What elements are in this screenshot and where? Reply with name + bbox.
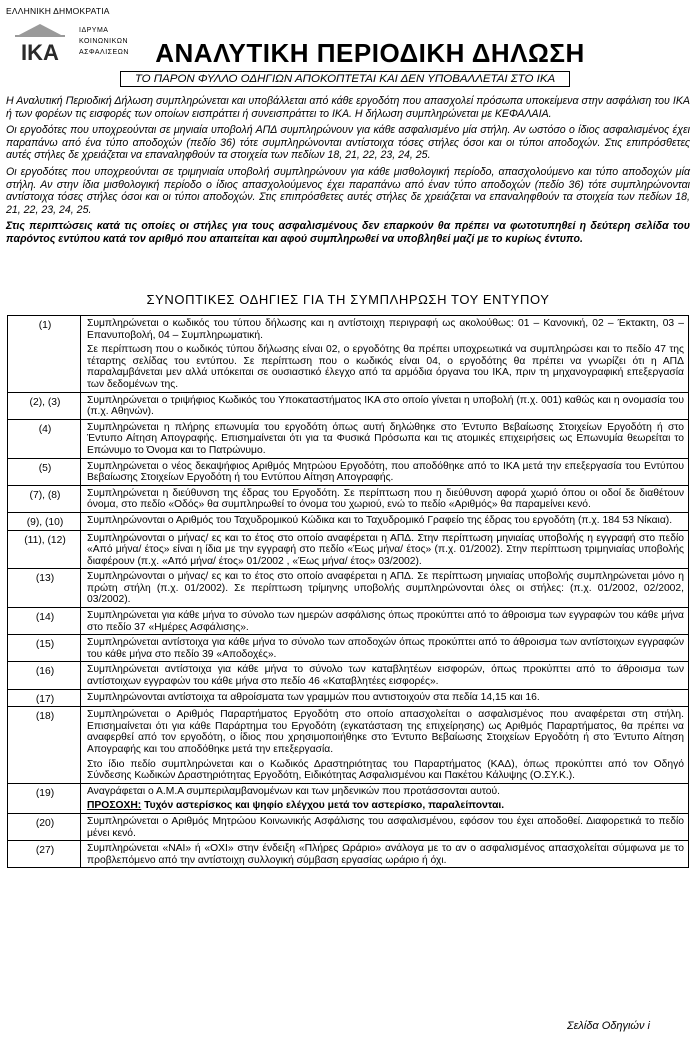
intro-text xyxy=(6,95,690,250)
instruction-paragraph: Συμπληρώνεται «ΝΑΙ» ή «ΟΧΙ» στην ένδειξη «Πλήρες Ωράριο» ανάλογα με το αν ο ασφαλισμένος απασχολείται σύμφωνα με το προβλεπόμενο από την αντίστοιχη συλλογική σύμβαση εργασίας ωράριο ή όχι. xyxy=(87,843,684,866)
field-code: (19) xyxy=(8,783,81,813)
table-row xyxy=(8,689,689,707)
table-row xyxy=(8,635,689,662)
table-row xyxy=(8,662,689,689)
table-row xyxy=(8,783,689,813)
intro-paragraph-2: Οι εργοδότες που υποχρεούνται σε μηνιαία υποβολή ΑΠΔ συμπληρώνουν για κάθε ασφαλισμένο μία στήλη. Αν ωστόσο ο ίδιος ασφαλισμένος έχει παραπάνω από ένα τύπο αποδοχών (πεδίο 36) τότε συμπληρώνονται αντίστοιχα τόσες στήλες όσοι και οι τύποι αποδοχών. Στις επιπρόσθετες αυτές στήλες δε χρειάζεται να επαναληφθούν τα στοιχεία των πεδίων 18, 21, 22, 23, 24, 25. xyxy=(6,124,690,162)
instruction-paragraph: Αναγράφεται ο Α.Μ.Α συμπεριλαμβανομένων και των μηδενικών που προτάσσονται αυτού. xyxy=(87,785,500,797)
table-row xyxy=(8,530,689,569)
instruction-paragraph: Σε περίπτωση που ο κωδικός τύπου δήλωσης είναι 02, ο εργοδότης θα πρέπει υποχρεωτικά να συμπληρώσει και το πεδίο 47 της τέταρτης σελίδας του εντύπου. Σε περίπτωση που ο κωδικός είναι 04, ο εργοδότης θα πρέπει να γνωρίζει ότι η ΑΠΔ παραλαμβάνεται μεν αλλά υπόκειται σε ουσιαστικό έλεγχο από τα αρμόδια όργανα του ΙΚΑ, πριν τη μηχανογραφική επεξεργασία των δεδομένων της. xyxy=(87,344,684,390)
field-instruction xyxy=(81,569,689,608)
table-row xyxy=(8,813,689,840)
field-code: (18) xyxy=(8,707,81,784)
instruction-paragraph: Συμπληρώνεται ο Αριθμός Μητρώου Κοινωνικής Ασφάλισης του ασφαλισμένου, εφόσον του έχει αποδοθεί. Διαφορετικά το πεδίο μένει κενό. xyxy=(87,815,684,839)
field-code: (11), (12) xyxy=(8,530,81,569)
field-instruction xyxy=(81,458,689,485)
field-instruction xyxy=(81,841,689,868)
instruction-paragraph: Συμπληρώνονται ο μήνας/ ες και το έτος στο οποίο αναφέρεται η ΑΠΔ. Στην περίπτωση μηνιαίας υποβολής η εγγραφή στο πεδίο «Από μήνα/ έτος» είναι η ίδια με την εγγραφή στο πεδίο «Έως μήνα/ έτος» (π.χ. 01/2002). Στην περίπτωση τριμηνιαίας υποβολής διαφέρουν (π.χ. «Από μήνα/ έτος» 01/2002 , «Έως μήνα/ έτος» 03/2002). xyxy=(87,532,684,567)
table-row xyxy=(8,512,689,530)
instruction-paragraph: Συμπληρώνεται για κάθε μήνα το σύνολο των ημερών ασφάλισης όπως προκύπτει από το άθροισμα των εγγραφών του κάθε μήνα στο πεδίο 37 «Ημέρες Ασφάλισης». xyxy=(87,610,684,633)
instruction-paragraph: Συμπληρώνεται η πλήρης επωνυμία του εργοδότη όπως αυτή δηλώθηκε στο Έντυπο Βεβαίωσης Στοιχείων Εργοδότη ή στο Έντυπο Αίτηση Απογραφής. Επισημαίνεται ότι για τα Φυσικά Πρόσωπα και τις ατομικές επιχειρήσεις ως Επωνυμία θεωρείται το Επώνυμο το Όνομα και το Πατρώνυμο. xyxy=(87,421,684,456)
detach-notice: ΤΟ ΠΑΡΟΝ ΦΥΛΛΟ ΟΔΗΓΙΩΝ ΑΠΟΚΟΠΤΕΤΑΙ ΚΑΙ ΔΕΝ ΥΠΟΒΑΛΛΕΤΑΙ ΣΤΟ ΙΚΑ xyxy=(120,71,570,87)
intro-paragraph-3: Οι εργοδότες που υποχρεούνται σε τριμηνιαία υποβολή συμπληρώνουν για κάθε μισθολογική περίοδο, απασχολούμενο και τύπο αποδοχών μία στήλη. Αν στην ίδια μισθολογική περίοδο ο ίδιος απασχολούμενος έχει παραπάνω από έναν τύπο αποδοχών (πεδίο 36) τότε συμπληρώνονται αντίστοιχα τόσες στήλες όσοι και οι τύποι αποδοχών. Στις επιπρόσθετες αυτές στήλες δε χρειάζεται να επαναληφθούν τα στοιχεία των πεδίων 18, 21, 22, 23, 24, 25. xyxy=(6,165,690,216)
field-code: (16) xyxy=(8,662,81,689)
field-instruction xyxy=(81,783,689,813)
instruction-paragraph: Συμπληρώνεται ο νέος δεκαψήφιος Αριθμός Μητρώου Εργοδότη, που αποδόθηκε από το ΙΚΑ μετά την επεξεργασία του Εντύπου Βεβαίωσης Στοιχείων Εργοδότη ή του Εντύπου Αίτηση Απογραφής. xyxy=(87,460,684,484)
warning-text: Τυχόν αστερίσκος και ψηφίο ελέγχου μετά τον αστερίσκο, παραλείπονται. xyxy=(141,800,505,812)
ika-logo xyxy=(9,22,71,62)
instructions-heading: ΣΥΝΟΠΤΙΚΕΣ ΟΔΗΓΙΕΣ ΓΙΑ ΤΗ ΣΥΜΠΛΗΡΩΣΗ ΤΟΥ ΕΝΤΥΠΟΥ xyxy=(146,292,550,307)
table-row xyxy=(8,392,689,419)
instruction-paragraph: Συμπληρώνεται ο κωδικός του τύπου δήλωσης και η αντίστοιχη περιγραφή ως ακολούθως: 01 – Κανονική, 02 – Έκτακτη, 03 – Επανυποβολή, 04 – Συμπληρωματική. xyxy=(87,318,684,341)
table-row xyxy=(8,608,689,635)
instruction-paragraph: Συμπληρώνεται η διεύθυνση της έδρας του Εργοδότη. Σε περίπτωση που η διεύθυνση αφορά χωριό όπου οι οδοί δε διαθέτουν όνομα, στο πεδίο «Οδός» θα συμπληρωθεί το όνομα του χωριού, ενώ το πεδίο «Αριθμός» θα παραμείνει κενό. xyxy=(87,487,684,511)
field-instruction xyxy=(81,689,689,707)
field-instruction xyxy=(81,707,689,784)
field-code: (7), (8) xyxy=(8,485,81,512)
field-code: (5) xyxy=(8,458,81,485)
table-row xyxy=(8,841,689,868)
field-instruction xyxy=(81,485,689,512)
instruction-paragraph: Συμπληρώνεται ο τριψήφιος Κωδικός του Υποκαταστήματος ΙΚΑ στο οποίο γίνεται η υποβολή (π.χ. 001) καθώς και η ονομασία του (π.χ. Αθηνών). xyxy=(87,394,684,418)
instructions-table xyxy=(7,315,689,868)
field-code: (13) xyxy=(8,569,81,608)
field-instruction xyxy=(81,662,689,689)
field-code: (1) xyxy=(8,316,81,393)
field-code: (14) xyxy=(8,608,81,635)
table-row xyxy=(8,316,689,393)
field-code: (17) xyxy=(8,689,81,707)
table-row xyxy=(8,458,689,485)
instruction-paragraph: Συμπληρώνεται ο Αριθμός Παραρτήματος Εργοδότη στο οποίο απασχολείται ο ασφαλισμένος που αναφέρεται στη στήλη. Επισημαίνεται ότι για κάθε Παράρτημα του Εργοδότη (εγκατάσταση της επιχείρησης) ως Αριθμός Παραρτήματος, θα πρέπει να αναφερθεί από τον εργοδότη, ο ίδιος που χρησιμοποιήθηκε στο Έντυπο Βεβαίωσης Στοιχείων Εργοδότη ή στο Έντυπο Αίτηση Απογραφής και του αποδόθηκε μετά την επεξεργασία. xyxy=(87,709,684,755)
field-code: (2), (3) xyxy=(8,392,81,419)
warning-note xyxy=(87,800,684,812)
field-instruction xyxy=(81,316,689,393)
table-row xyxy=(8,419,689,458)
field-instruction xyxy=(81,419,689,458)
page-title: ΑΝΑΛΥΤΙΚΗ ΠΕΡΙΟΔΙΚΗ ΔΗΛΩΣΗ xyxy=(155,38,585,68)
field-instruction xyxy=(81,813,689,840)
intro-paragraph-1: Η Αναλυτική Περιοδική Δήλωση συμπληρώνεται και υποβάλλεται από κάθε εργοδότη που απασχολεί πρόσωπα υποκείμενα στην ασφάλιση του ΙΚΑ ή των φορέων τις εισφορές των οποίων εισπράττει ή συνεισπράττει το ΙΚΑ. Η δήλωση συμπληρώνεται με ΚΕΦΑΛΑΙΑ. xyxy=(6,95,690,120)
instruction-paragraph: Συμπληρώνονται αντίστοιχα τα αθροίσματα των γραμμών που αντιστοιχούν στα πεδία 14,15 και 16. xyxy=(87,691,540,703)
field-code: (4) xyxy=(8,419,81,458)
intro-bold-note: Στις περιπτώσεις κατά τις οποίες οι στήλες για τους ασφαλισμένους δεν επαρκούν θα πρέπει να φωτοτυπηθεί η δεύτερη σελίδα του παρόντος εντύπου κατά τον αριθμό που απαιτείται και αφού συμπληρωθεί να υποβληθεί μαζί με το κυρίως έντυπο. xyxy=(6,220,690,245)
field-instruction xyxy=(81,608,689,635)
instruction-paragraph: Συμπληρώνεται αντίστοιχα για κάθε μήνα το σύνολο των καταβλητέων εισφορών, όπως προκύπτει από το άθροισμα των αντίστοιχων εγγραφών του κάθε μήνα στο πεδίο 46 «Καταβλητέες εισφορές». xyxy=(87,664,684,688)
logo-line-2: ΚΟΙΝΩΝΙΚΩΝ xyxy=(79,38,129,45)
field-code: (27) xyxy=(8,841,81,868)
warning-label: ΠΡΟΣΟΧΗ: xyxy=(87,800,142,812)
logo-subtitle xyxy=(79,25,129,58)
logo-text: ΙΚΑ xyxy=(21,40,59,62)
instruction-paragraph: Συμπληρώνονται ο μήνας/ ες και το έτος στο οποίο αναφέρεται η ΑΠΔ. Σε περίπτωση μηνιαίας υποβολής συμπληρώνεται μόνο η πρώτη στήλη (π.χ. 01/2002). Σε περίπτωση τρίμηνης υποβολής συμπληρώνονται όλες οι στήλες: (π.χ. 01/2002, 02/2002, 03/2002). xyxy=(87,571,684,606)
field-instruction xyxy=(81,530,689,569)
field-code: (15) xyxy=(8,635,81,662)
instruction-paragraph: Στο ίδιο πεδίο συμπληρώνεται και ο Κωδικός Δραστηριότητας του Παραρτήματος (ΚΑΔ), όπως προκύπτει από τον Οδηγό Σύνδεσης Κωδικών Δραστηριότητας Εργοδότη, Ειδικότητας Ασφαλισμένου και Πακέτου Κάλυψης (Ο.ΣΥ.Κ.). xyxy=(87,758,684,782)
logo-line-1: ΙΔΡΥΜΑ xyxy=(79,27,109,34)
table-row xyxy=(8,569,689,608)
instruction-paragraph: Συμπληρώνονται ο Αριθμός του Ταχυδρομικού Κώδικα και το Ταχυδρομικό Γραφείο της έδρας του εργοδότη (π.χ. 184 53 Νίκαια). xyxy=(87,514,673,526)
table-row xyxy=(8,485,689,512)
logo-line-3: ΑΣΦΑΛΙΣΕΩΝ xyxy=(79,49,129,56)
field-instruction xyxy=(81,392,689,419)
page-footer: Σελίδα Οδηγιών i xyxy=(566,1020,650,1032)
instruction-paragraph: Συμπληρώνεται αντίστοιχα για κάθε μήνα το σύνολο των αποδοχών όπως προκύπτει από το άθροισμα των αντίστοιχων εγγραφών του κάθε μήνα στο πεδίο 39 «Αποδοχές». xyxy=(87,637,684,660)
table-row xyxy=(8,707,689,784)
republic-label: ΕΛΛΗΝΙΚΗ ΔΗΜΟΚΡΑΤΙΑ xyxy=(6,6,110,16)
field-instruction xyxy=(81,635,689,662)
field-code: (9), (10) xyxy=(8,512,81,530)
field-instruction xyxy=(81,512,689,530)
field-code: (20) xyxy=(8,813,81,840)
